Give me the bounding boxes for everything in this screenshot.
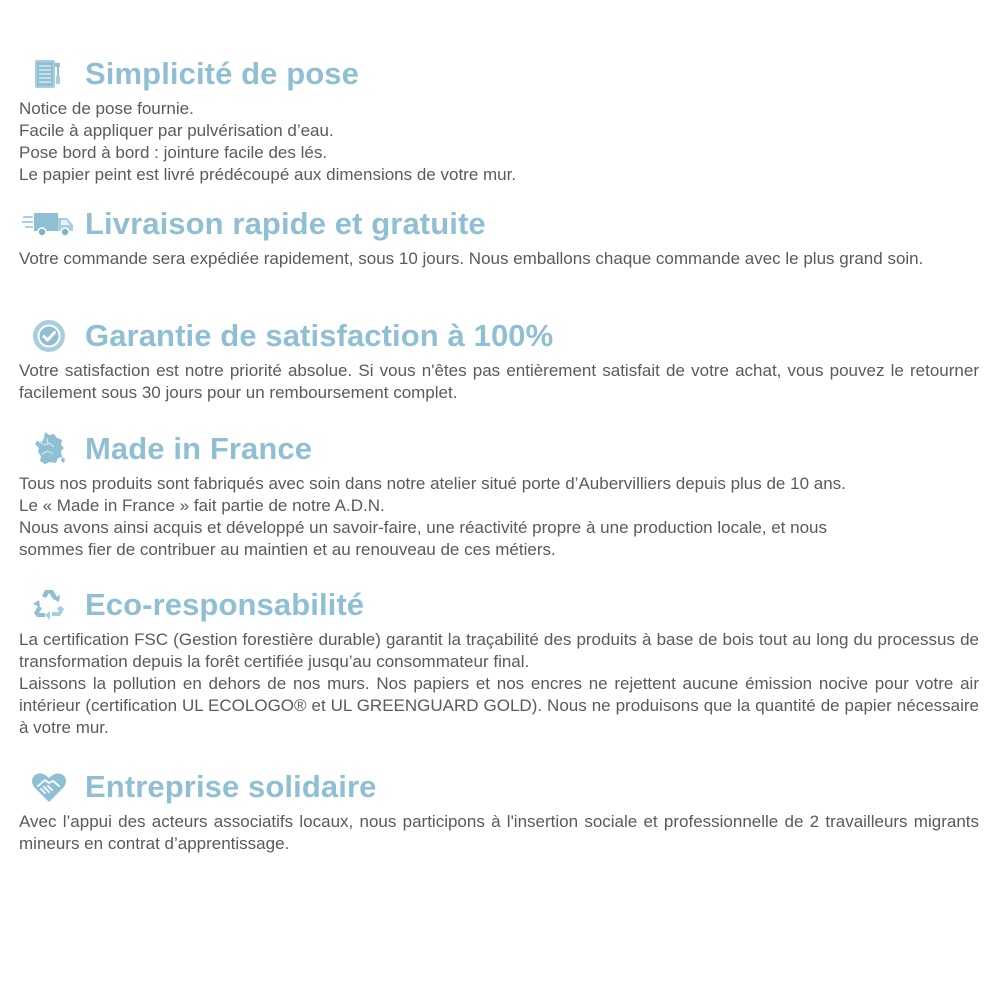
body-paragraph: La certification FSC (Gestion forestière durable) garantit la traçabilité des produits à base de bois tout au long du processus de transformation depuis la forêt certifiée jusqu’au consommateur final.: [19, 630, 979, 671]
section-made-in-france: [19, 429, 979, 561]
section-simplicite-de-pose: [19, 54, 979, 186]
section-body: [19, 473, 979, 561]
section-heading: [19, 54, 979, 94]
body-line: Nous avons ainsi acquis et développé un savoir-faire, une réactivité propre à une production locale, et nous: [19, 518, 827, 537]
section-garantie: [19, 316, 979, 404]
body-line: Notice de pose fournie.: [19, 99, 194, 118]
section-title: Garantie de satisfaction à 100%: [85, 318, 554, 353]
section-body: [19, 98, 979, 186]
section-title: Eco-responsabilité: [85, 587, 365, 622]
section-eco-responsabilite: [19, 585, 979, 739]
body-line: Facile à appliquer par pulvérisation d’eau.: [19, 121, 334, 140]
checkmark-badge-icon: [29, 316, 69, 356]
section-heading: [19, 585, 979, 625]
section-body: [19, 811, 979, 855]
body-line: Le « Made in France » fait partie de notre A.D.N.: [19, 496, 385, 515]
section-title: Made in France: [85, 431, 313, 466]
section-heading: [19, 316, 979, 356]
section-entreprise-solidaire: [19, 767, 979, 855]
section-heading: [19, 767, 979, 807]
body-paragraph: Votre commande sera expédiée rapidement, sous 10 jours. Nous emballons chaque commande avec le plus grand soin.: [19, 249, 924, 268]
body-paragraph: Votre satisfaction est notre priorité absolue. Si vous n'êtes pas entièrement satisfait de votre achat, vous pouvez le retourner facilement sous 30 jours pour un remboursement complet.: [19, 361, 979, 402]
section-title: Livraison rapide et gratuite: [85, 206, 486, 241]
section-title: Entreprise solidaire: [85, 769, 377, 804]
delivery-truck-icon: [21, 204, 77, 244]
body-paragraph: Avec l’appui des acteurs associatifs locaux, nous participons à l'insertion sociale et professionnelle de 2 travailleurs migrants mineurs en contrat d’apprentissage.: [19, 812, 979, 853]
body-line: Pose bord à bord : jointure facile des lés.: [19, 143, 328, 162]
body-line: sommes fier de contribuer au maintien et au renouveau de ces métiers.: [19, 540, 556, 559]
section-title: Simplicité de pose: [85, 56, 359, 91]
france-map-icon: [29, 429, 69, 469]
section-heading: [19, 429, 979, 469]
handshake-heart-icon: [29, 767, 69, 807]
wallpaper-roll-icon: [29, 54, 69, 94]
section-heading: [19, 204, 979, 244]
body-line: Le papier peint est livré prédécoupé aux dimensions de votre mur.: [19, 165, 517, 184]
recycle-icon: [29, 585, 69, 625]
body-line: Tous nos produits sont fabriqués avec soin dans notre atelier situé porte d’Aubervilliers depuis plus de 10 ans.: [19, 474, 846, 493]
body-paragraph: Laissons la pollution en dehors de nos murs. Nos papiers et nos encres ne rejettent aucune émission nocive pour votre air intérieur (certification UL ECOLOGO® et UL GREENGUARD GOLD). Nous ne produisons que la quantité de papier nécessaire à votre mur.: [19, 674, 979, 737]
section-livraison: [19, 204, 979, 270]
section-body: [19, 248, 979, 270]
section-body: [19, 629, 979, 739]
section-body: [19, 360, 979, 404]
